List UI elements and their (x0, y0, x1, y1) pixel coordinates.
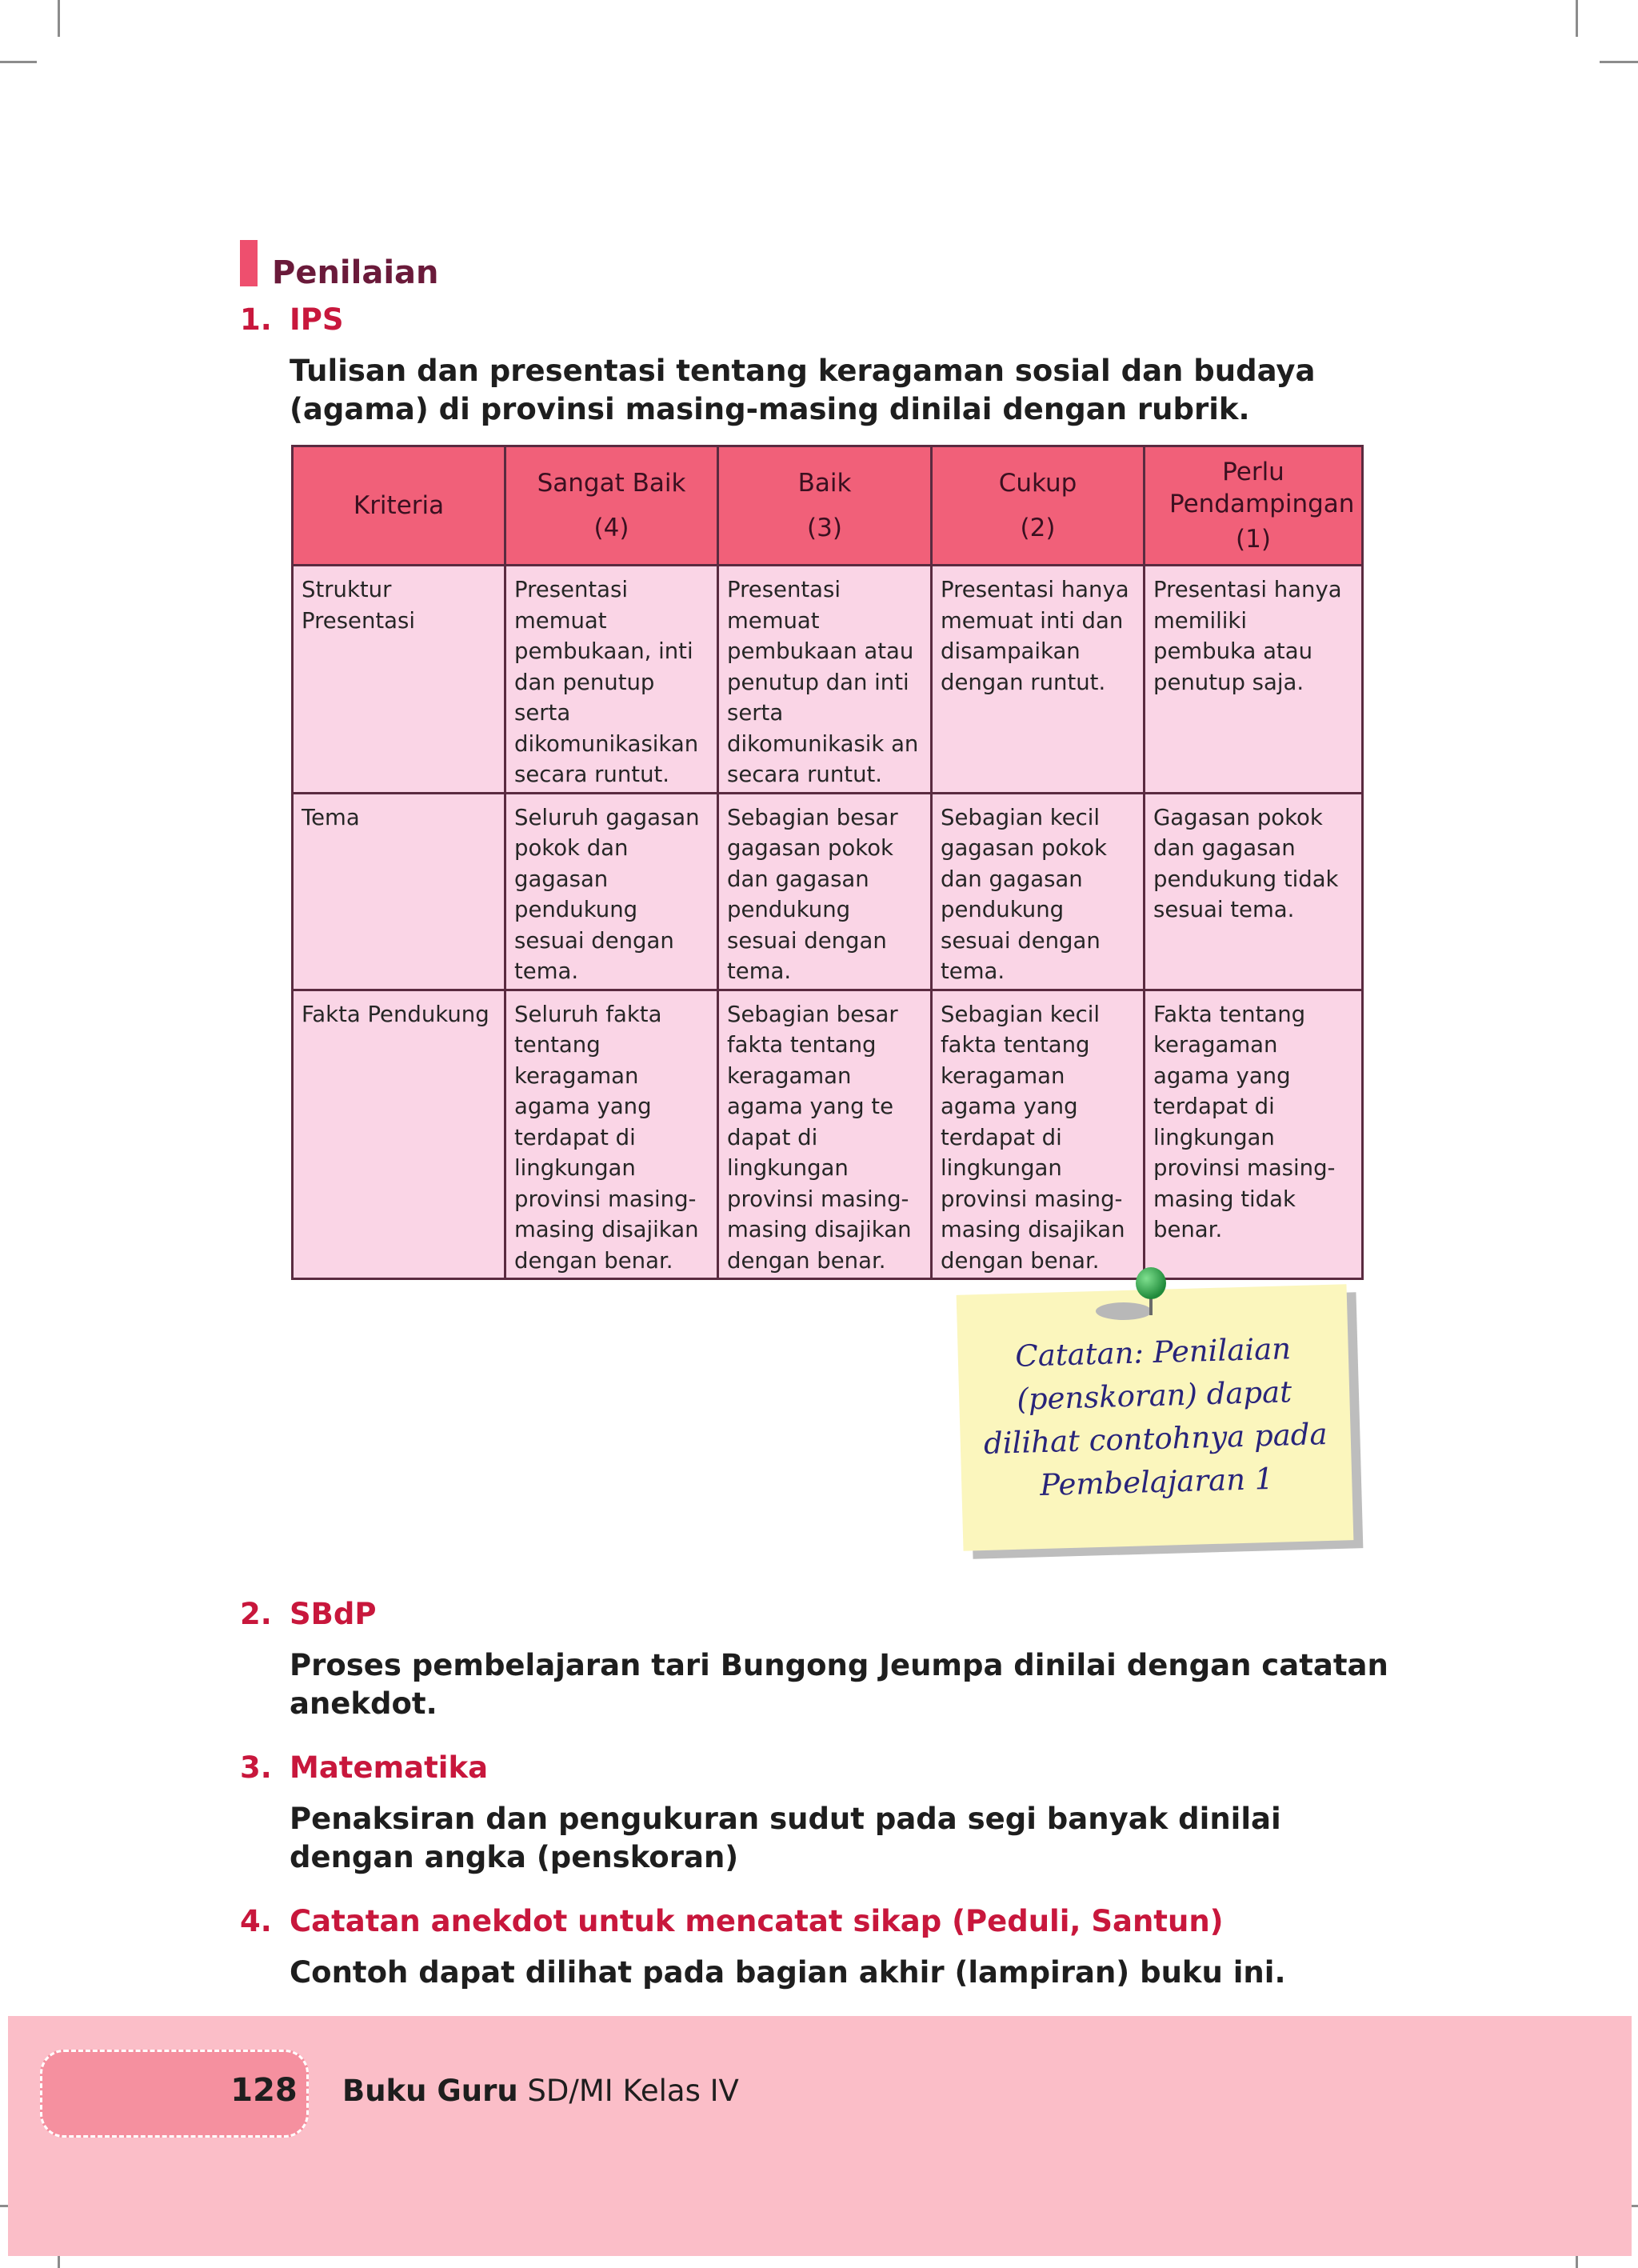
item-description-catatan-anekdot: Contoh dapat dilihat pada bagian akhir (lampiran) buku ini. (290, 1955, 1286, 1990)
table-cell: Presentasi hanya memuat inti dan disampaikan dengan runtut. (932, 566, 1145, 794)
table-cell: Gagasan pokok dan gagasan pendukung tidak sesuai tema. (1145, 793, 1363, 990)
criterion-cell: Fakta Pendukung (293, 990, 505, 1279)
table-row (293, 566, 1363, 794)
item-number: 4. (240, 1904, 272, 1938)
header-score: (1) (1236, 525, 1271, 554)
header-score: (4) (593, 514, 629, 542)
table-cell: Seluruh fakta tentang keragaman agama yang terdapat di lingkungan provinsi masing-masing disajikan dengan benar. (505, 990, 718, 1279)
table-cell: Presentasi memuat pembukaan, inti dan penutup serta dikomunikasikan secara runtut. (505, 566, 718, 794)
item-title: SBdP (290, 1597, 377, 1631)
table-cell: Sebagian kecil fakta tentang keragaman agama yang terdapat di lingkungan provinsi masing-masing disajikan dengan benar. (932, 990, 1145, 1279)
header-label: Kriteria (353, 491, 445, 520)
sticky-note (957, 1284, 1354, 1551)
header-label: Baik (797, 469, 852, 498)
item-title: Catatan anekdot untuk mencatat sikap (Peduli, Santun) (290, 1904, 1224, 1938)
table-cell: Presentasi memuat pembukaan atau penutup dan inti serta dikomunikasik an secara runtut. (718, 566, 932, 794)
note-text: Catatan: Penilaian (penskoran) dapat dilihat contohnya pada Pembelajaran 1 (983, 1331, 1328, 1503)
item-heading-matematika (240, 1750, 488, 1785)
table-cell: Sebagian kecil gagasan pokok dan gagasan pendukung sesuai dengan tema. (932, 793, 1145, 990)
item-heading-catatan-anekdot (240, 1904, 1224, 1938)
header-label: Cukup (998, 469, 1077, 498)
table-header-row (293, 446, 1363, 566)
criterion-cell: Tema (293, 793, 505, 990)
rubric-table (291, 445, 1364, 1280)
item-number: 2. (240, 1597, 272, 1631)
item-description-ips: Tulisan dan presentasi tentang keragaman sosial dan budaya (agama) di provinsi masing-masing dinilai dengan rubrik. (290, 354, 1316, 426)
table-cell: Sebagian besar fakta tentang keragaman agama yang te dapat di lingkungan provinsi masing-masing disajikan dengan benar. (718, 990, 932, 1279)
pushpin-icon (1136, 1267, 1166, 1299)
section-title: Penilaian (272, 254, 439, 291)
header-sangat-baik (505, 446, 718, 566)
header-score: (3) (807, 514, 842, 542)
table-cell: Sebagian besar gagasan pokok dan gagasan pendukung sesuai dengan tema. (718, 793, 932, 990)
header-cukup (932, 446, 1145, 566)
item-number: 3. (240, 1750, 272, 1785)
crop-mark (1600, 61, 1638, 63)
header-label: Sangat Baik (537, 469, 686, 498)
header-label: Perlu Pendampingan (1169, 458, 1355, 518)
footer-title-bold: Buku Guru (342, 2074, 518, 2108)
crop-mark (1576, 0, 1578, 37)
item-heading-sbdp (240, 1597, 376, 1631)
page-number: 128 (230, 2072, 298, 2109)
table-row (293, 990, 1363, 1279)
table-row (293, 793, 1363, 990)
pin-shadow (1096, 1302, 1152, 1320)
item-title: IPS (290, 302, 344, 337)
header-perlu-pendampingan (1145, 446, 1363, 566)
item-description-matematika: Penaksiran dan pengukuran sudut pada segi banyak dinilai dengan angka (penskoran) (290, 1802, 1281, 1874)
item-heading-ips (240, 302, 344, 337)
footer-book-title (342, 2074, 739, 2108)
header-baik (718, 446, 932, 566)
item-title: Matematika (290, 1750, 489, 1785)
item-number: 1. (240, 302, 272, 337)
header-kriteria (293, 446, 505, 566)
section-marker (240, 240, 258, 286)
table-cell: Seluruh gagasan pokok dan gagasan pendukung sesuai dengan tema. (505, 793, 718, 990)
crop-mark (58, 0, 60, 37)
item-description-sbdp: Proses pembelajaran tari Bungong Jeumpa dinilai dengan catatan anekdot. (290, 1648, 1388, 1721)
table-cell: Fakta tentang keragaman agama yang terdapat di lingkungan provinsi masing-masing tidak benar. (1145, 990, 1363, 1279)
crop-mark (0, 61, 37, 63)
table-cell: Presentasi hanya memiliki pembuka atau penutup saja. (1145, 566, 1363, 794)
header-score: (2) (1020, 514, 1056, 542)
criterion-cell: Struktur Presentasi (293, 566, 505, 794)
footer-title-rest: SD/MI Kelas IV (517, 2074, 739, 2108)
